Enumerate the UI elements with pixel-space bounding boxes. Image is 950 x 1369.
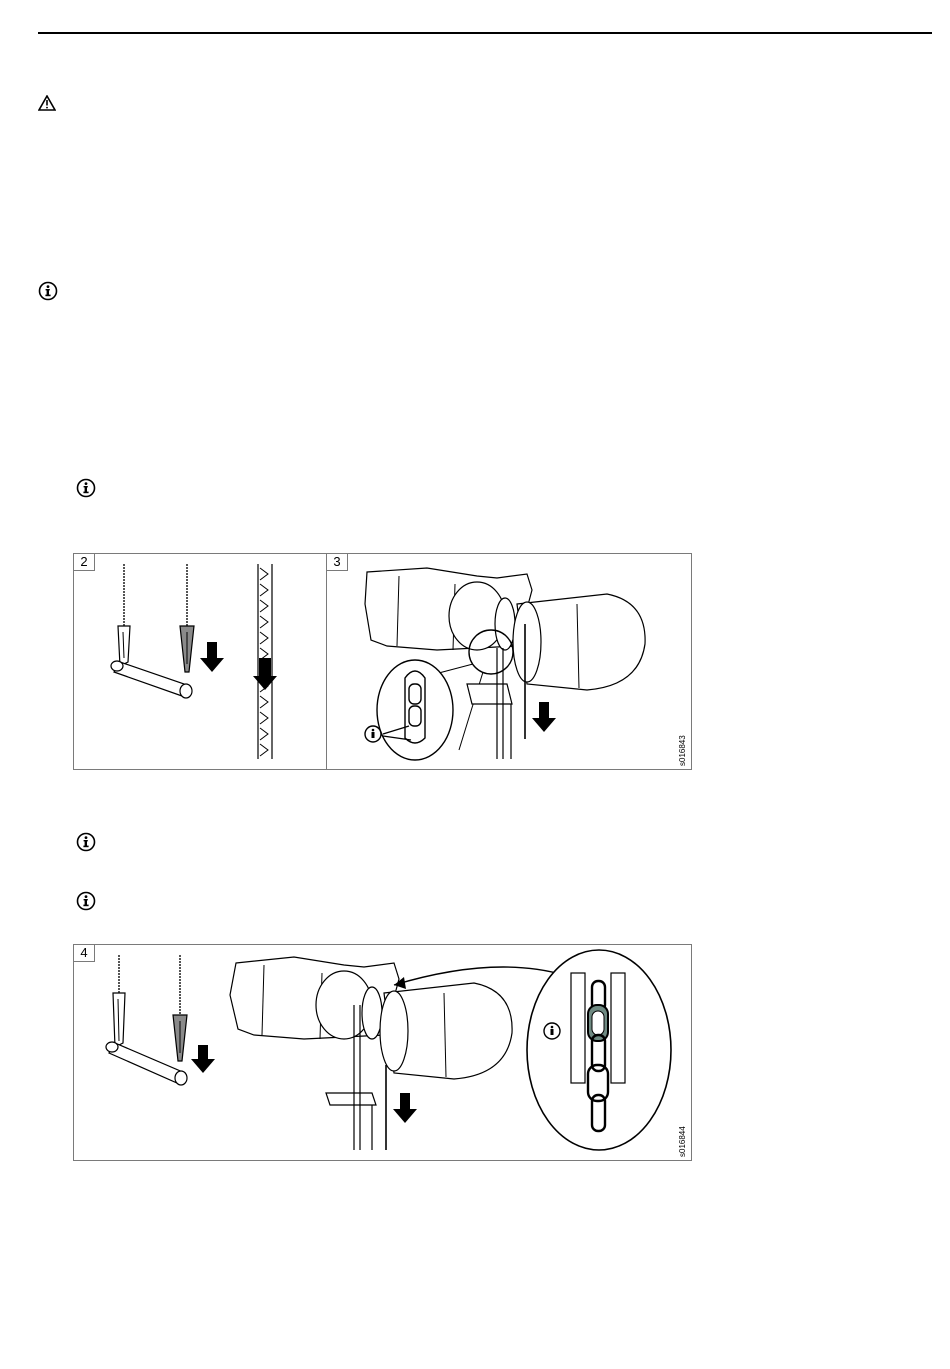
info-icon [76,891,96,911]
warning-triangle-icon [38,95,56,111]
panel-3-illustration [327,554,691,769]
panel-number: 2 [74,554,95,571]
panel-number: 3 [327,554,348,571]
panel-number: 4 [74,945,95,962]
info-icon [38,281,58,301]
figure-id: s016844 [678,1126,687,1157]
info-icon [76,478,96,498]
figure-chain-link-position [73,944,692,1161]
panel-2-illustration [74,554,326,769]
header-rule [38,32,932,34]
info-icon [76,832,96,852]
figure-chain-insertion [73,553,692,770]
panel-4-illustration [74,945,691,1160]
figure-id: s016843 [678,735,687,766]
